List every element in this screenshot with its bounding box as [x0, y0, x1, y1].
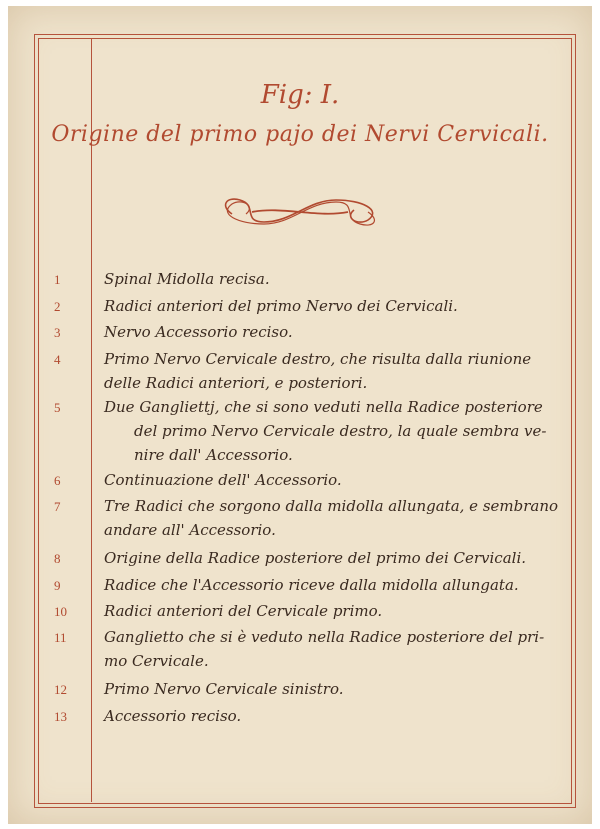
legend-number: 11	[54, 630, 67, 645]
legend-text: delle Radici anteriori, e posteriori.	[104, 374, 368, 392]
legend-number: 1	[54, 272, 61, 287]
legend-number: 6	[54, 473, 61, 488]
legend-number: 2	[54, 299, 61, 314]
legend-number: 3	[54, 325, 61, 340]
legend-text: Tre Radici che sorgono dalla midolla allungata, e sembrano	[104, 497, 559, 515]
figure-label: Fig: I.	[260, 80, 340, 110]
legend-number: 10	[54, 604, 67, 619]
page-title: Origine del primo pajo dei Nervi Cervicali.	[51, 122, 549, 147]
legend-number: 9	[54, 578, 61, 593]
calligraphic-flourish	[212, 192, 388, 232]
legend-number: 12	[54, 682, 67, 697]
legend-number: 8	[54, 551, 61, 566]
legend-number: 13	[54, 709, 67, 724]
legend-number: 7	[54, 499, 61, 514]
legend-text: Ganglietto che si è veduto nella Radice posteriore del pri-	[104, 628, 545, 646]
legend-text: Primo Nervo Cervicale sinistro.	[104, 680, 344, 698]
margin-rule	[91, 39, 92, 802]
legend-text: del primo Nervo Cervicale destro, la quale sembra ve-	[134, 422, 547, 440]
legend-text: Spinal Midolla recisa.	[104, 270, 270, 288]
legend-text: Continuazione dell' Accessorio.	[104, 471, 342, 489]
legend-text: Origine della Radice posteriore del primo dei Cervicali.	[104, 549, 527, 567]
legend-number: 5	[54, 400, 61, 415]
legend-number: 4	[54, 352, 61, 367]
legend-text: Due Gangliettj, che si sono veduti nella Radice posteriore	[104, 398, 543, 416]
legend-text: nire dall' Accessorio.	[134, 446, 293, 464]
legend-text: Nervo Accessorio reciso.	[104, 323, 293, 341]
legend-text: Accessorio reciso.	[104, 707, 242, 725]
legend-text: andare all' Accessorio.	[104, 521, 276, 539]
legend-text: mo Cervicale.	[104, 652, 209, 670]
legend-text: Radice che l'Accessorio riceve dalla midolla allungata.	[104, 576, 519, 594]
legend-text: Radici anteriori del primo Nervo dei Cervicali.	[104, 297, 458, 315]
legend-text: Primo Nervo Cervicale destro, che risulta dalla riunione	[104, 350, 532, 368]
legend-text: Radici anteriori del Cervicale primo.	[104, 602, 383, 620]
